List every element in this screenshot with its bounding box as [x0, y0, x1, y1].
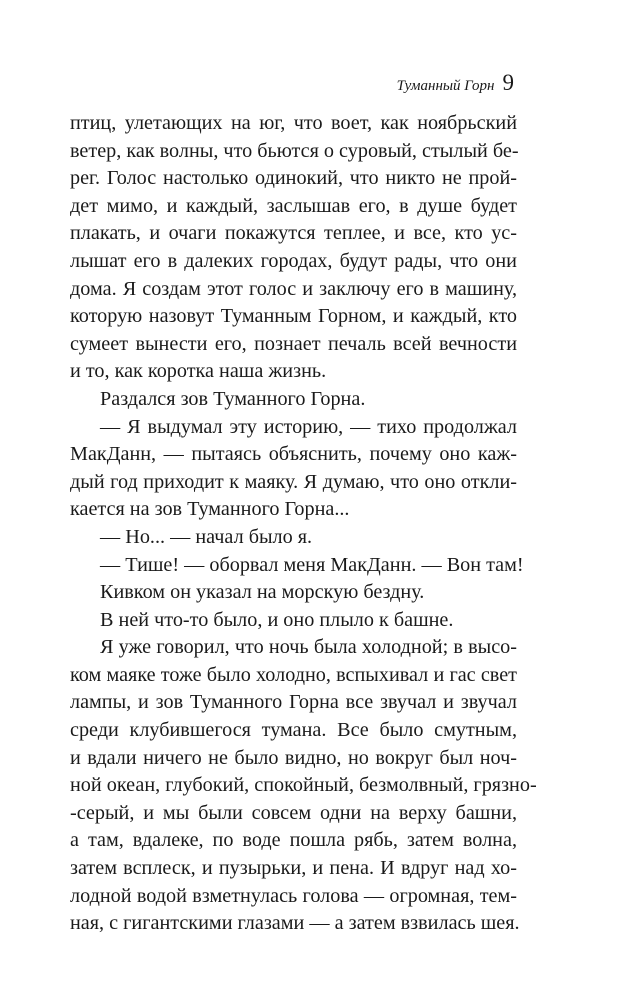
text-line: и то, как коротка наша жизнь.	[70, 360, 327, 383]
text-line: Кивком он указал на морскую бездну.	[100, 581, 425, 604]
running-head	[397, 70, 514, 100]
text-line: дый год приходит к маяку. Я думаю, что оно откли-	[70, 470, 517, 493]
body-text	[70, 110, 537, 938]
text-line: МакДанн, — пытаясь объяснить, почему оно каж-	[70, 443, 517, 466]
text-line: сумеет вынести его, познает печаль всей вечности	[70, 332, 517, 355]
text-line: лодной водой взметнулась голова — огромная, тем-	[70, 884, 517, 907]
text-line: птиц, улетающих на юг, что воет, как ноябрьский	[70, 112, 517, 134]
text-line: В ней что-то было, и оно плыло к башне.	[100, 608, 454, 631]
text-line: — Но... — начал было я.	[100, 525, 313, 548]
text-line: затем всплеск, и пузырьки, и пена. И вдруг над хо-	[70, 857, 517, 880]
text-line: дет мимо, и каждый, заслышав его, в душе будет	[70, 194, 517, 217]
text-line: плакать, и очаги покажутся теплее, и все, кто ус-	[70, 222, 517, 245]
text-line: и вдали ничего не было видно, но вокруг был ноч-	[70, 746, 517, 769]
text-line: ветер, как волны, что бьются о суровый, стылый бе-	[70, 139, 519, 162]
text-line: Я уже говорил, что ночь была холодной; в высо-	[100, 636, 517, 659]
text-line: -серый, и мы были совсем одни на верху башни,	[70, 801, 517, 824]
text-line: ком маяке тоже было холодно, вспыхивал и гас свет	[70, 663, 517, 686]
text-line: среди клубившегося тумана. Все было смутным,	[70, 719, 517, 742]
text-line: лампы, и зов Туманного Горна все звучал и звучал	[70, 691, 517, 714]
text-line: — Тише! — оборвал меня МакДанн. — Вон там!	[100, 553, 524, 576]
text-line: рег. Голос настолько одинокий, что никто не прой-	[70, 167, 517, 190]
text-line: которую назовут Туманным Горном, и каждый, кто	[70, 305, 517, 328]
text-line: кается на зов Туманного Горна...	[70, 498, 350, 521]
text-line: ная, с гигантскими глазами — а затем взвилась шея.	[70, 912, 520, 935]
text-line: дома. Я создам этот голос и заключу его в машину,	[70, 277, 517, 300]
text-line: ной океан, глубокий, спокойный, безмолвный, грязно-	[70, 774, 537, 797]
text-line: а там, вдалеке, по воде пошла рябь, затем волна,	[70, 829, 517, 852]
text-line: Раздался зов Туманного Горна.	[100, 387, 366, 410]
page-number: 9	[502, 70, 514, 95]
running-title: Туманный Горн	[396, 78, 495, 94]
text-line: — Я выдумал эту историю, — тихо продолжал	[100, 415, 517, 438]
text-line: лышат его в далеких городах, будут рады, что они	[70, 249, 517, 272]
